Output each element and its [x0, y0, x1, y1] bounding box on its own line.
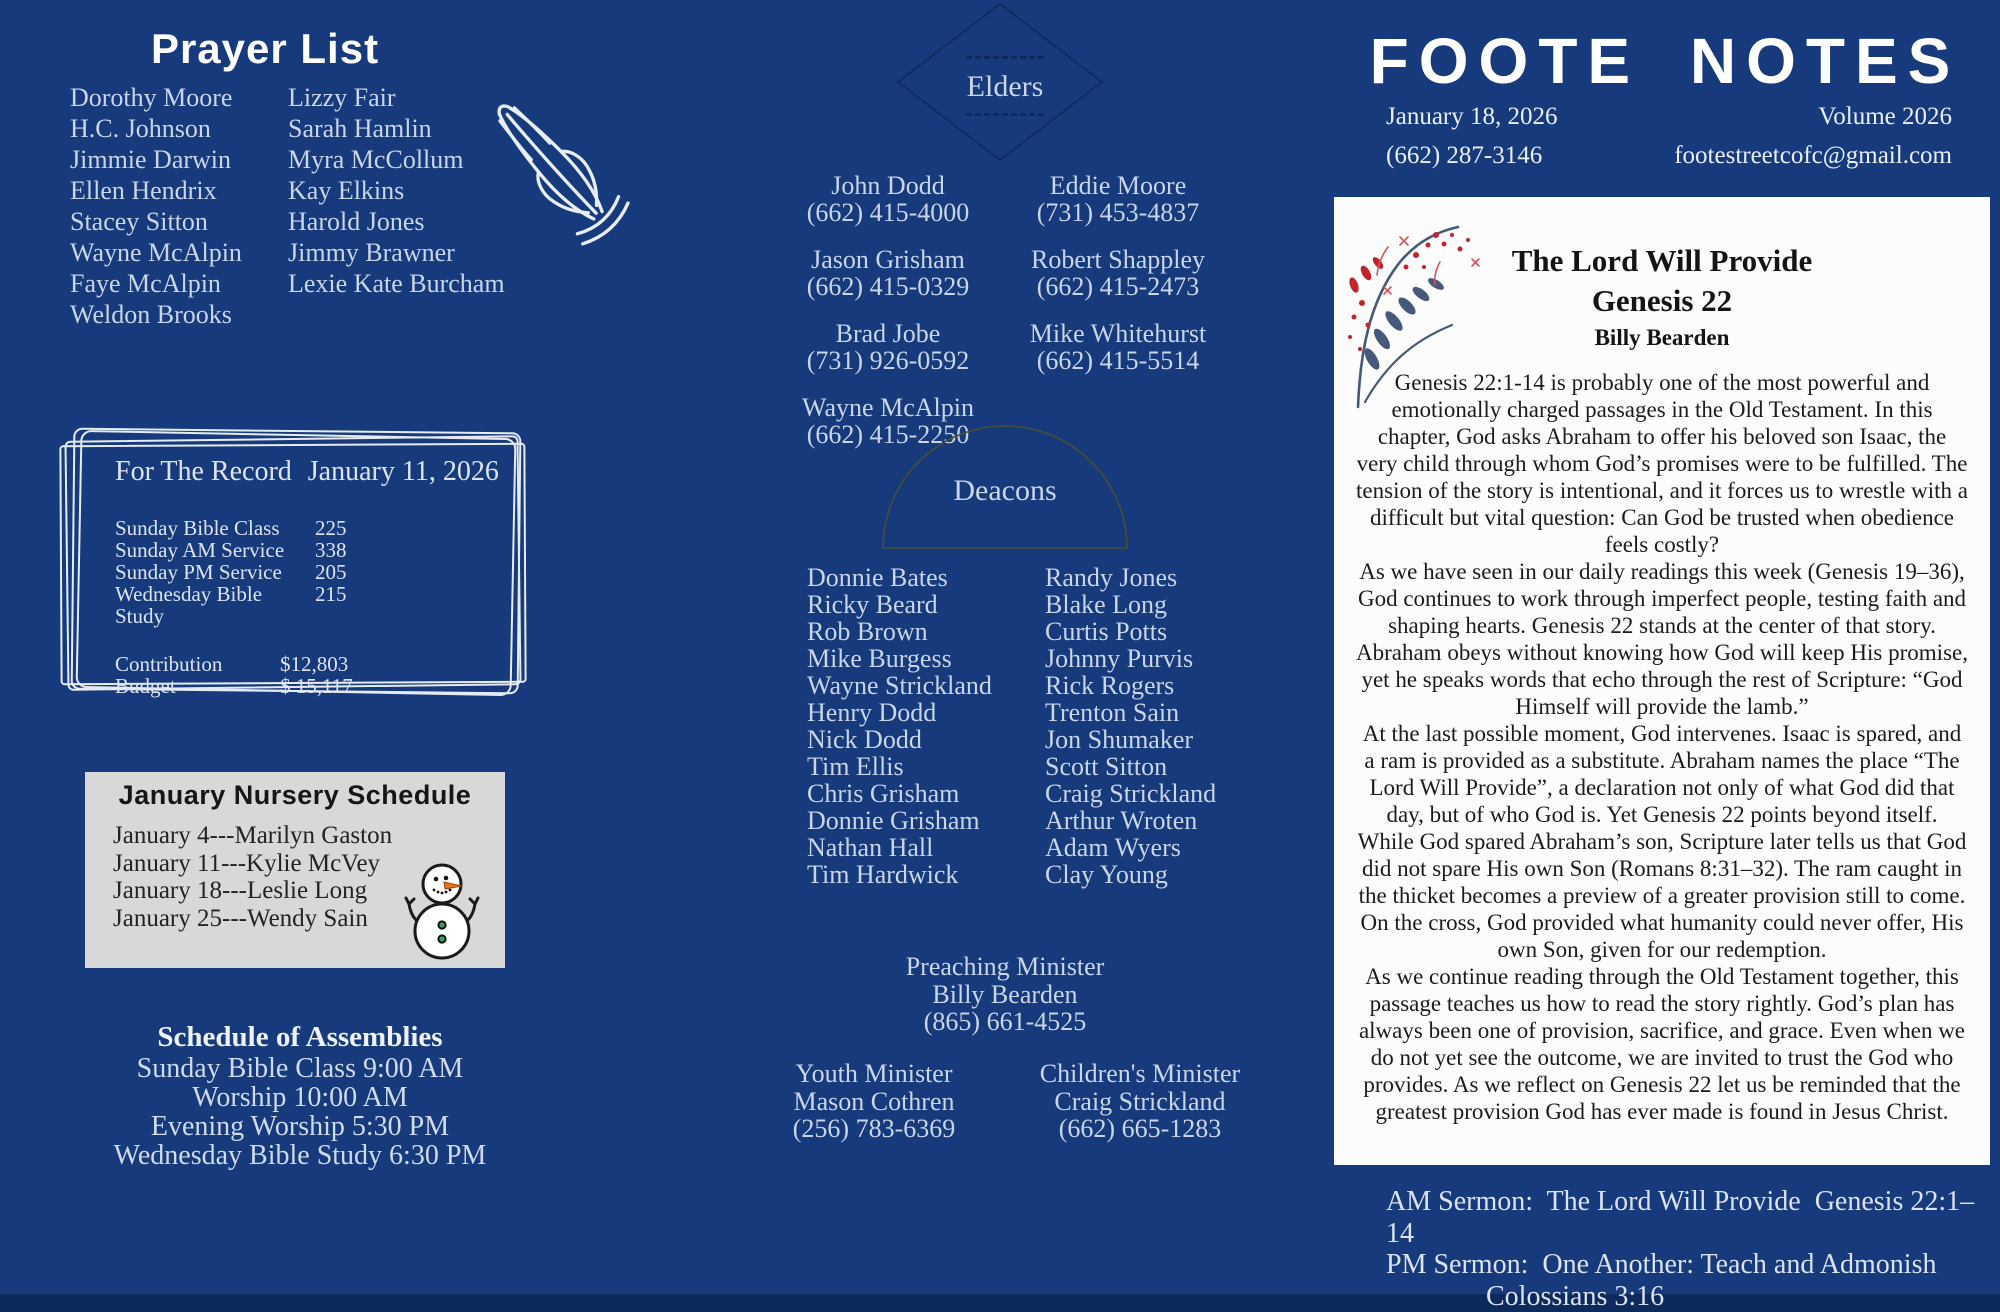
article-title-line1: The Lord Will Provide — [1334, 243, 1990, 279]
record-label: Wednesday Bible Study — [115, 583, 315, 627]
article-panel — [1334, 197, 1990, 1165]
deacons-column-2 — [1045, 564, 1285, 888]
elders-title: Elders — [905, 70, 1105, 104]
deacon-name: Chris Grisham — [807, 780, 1047, 807]
record-title — [115, 457, 499, 487]
pm-sermon-reference: Colossians 3:16 — [1386, 1281, 1990, 1312]
record-label: Budget — [115, 675, 280, 697]
deacon-name: Donnie Bates — [807, 564, 1047, 591]
deacon-name: Johnny Purvis — [1045, 645, 1285, 672]
dash-divider-icon — [966, 56, 1044, 59]
elder-entry — [1008, 172, 1228, 226]
deacons-column-1 — [807, 564, 1047, 888]
deacon-name: Adam Wyers — [1045, 834, 1285, 861]
deacon-name: Rick Rogers — [1045, 672, 1285, 699]
prayer-name: Lizzy Fair — [288, 82, 518, 113]
prayer-name: Kay Elkins — [288, 175, 518, 206]
record-row — [115, 653, 353, 675]
minister-phone: (256) 783-6369 — [724, 1115, 1024, 1143]
record-title-text: For The Record — [115, 457, 292, 487]
am-sermon: AM Sermon: The Lord Will Provide Genesis 22:1–14 — [1386, 1186, 1990, 1249]
prayer-name: Jimmy Brawner — [288, 237, 518, 268]
minister-title: Preaching Minister — [855, 953, 1155, 981]
record-row — [115, 675, 353, 697]
record-row — [115, 583, 353, 627]
article-paragraph: As we continue reading through the Old Testament together, this passage teaches us how to read the story rightly. God’s plan has always been one of provision, sacrifice, and grace. Even when we do not yet see the outcome, we are invited to trust the God who provides. As we reflect on Genesis 22 let us be reminded that the greatest provision God has ever made is found in Jesus Christ. — [1356, 963, 1968, 1125]
elder-entry — [1008, 246, 1228, 300]
schedule-of-assemblies — [85, 1020, 515, 1170]
deacon-name: Nathan Hall — [807, 834, 1047, 861]
deacon-name: Nick Dodd — [807, 726, 1047, 753]
record-date: January 11, 2026 — [308, 457, 499, 487]
assembly-row: Evening Worship 5:30 PM — [85, 1112, 515, 1141]
nursery-row: January 11---Kylie McVey — [113, 850, 392, 878]
article-author: Billy Bearden — [1334, 325, 1990, 351]
record-label: Contribution — [115, 653, 280, 675]
record-label: Sunday PM Service — [115, 561, 315, 583]
nursery-row: January 4---Marilyn Gaston — [113, 822, 392, 850]
prayer-name: Dorothy Moore — [70, 82, 290, 113]
article-title-line2: Genesis 22 — [1334, 283, 1990, 319]
elders-column-2 — [1008, 172, 1228, 394]
prayer-name: Lexie Kate Burcham — [288, 268, 518, 299]
prayer-list-column-1 — [70, 82, 290, 330]
pm-sermon: PM Sermon: One Another: Teach and Admonish — [1386, 1249, 1990, 1281]
elder-name: Eddie Moore — [1008, 172, 1228, 199]
deacon-name: Henry Dodd — [807, 699, 1047, 726]
record-totals — [115, 653, 353, 697]
deacon-name: Jon Shumaker — [1045, 726, 1285, 753]
elder-entry — [778, 246, 998, 300]
masthead-contact-row — [1386, 143, 1952, 169]
record-rows — [115, 517, 353, 697]
masthead-date: January 18, 2026 — [1386, 104, 1558, 130]
elder-name: Brad Jobe — [778, 320, 998, 347]
prayer-name: Weldon Brooks — [70, 299, 290, 330]
elder-entry — [778, 320, 998, 374]
elder-phone: (662) 415-2473 — [1008, 273, 1228, 300]
preaching-minister-block — [855, 953, 1155, 1036]
deacon-name: Blake Long — [1045, 591, 1285, 618]
elder-name: Jason Grisham — [778, 246, 998, 273]
minister-title: Children's Minister — [990, 1060, 1290, 1088]
prayer-name: Stacey Sitton — [70, 206, 290, 237]
article-header — [1334, 243, 1990, 351]
assemblies-title: Schedule of Assemblies — [85, 1020, 515, 1054]
nursery-list — [113, 822, 392, 932]
nursery-row: January 18---Leslie Long — [113, 877, 392, 905]
article-paragraph: Genesis 22:1-14 is probably one of the most powerful and emotionally charged passages in the Old Testament. In this chapter, God asks Abraham to offer his beloved son Isaac, the very child through whom God’s promises were to be fulfilled. The tension of the story is intentional, and it forces us to wrestle with a difficult but vital question: Can God be trusted when obedience feels costly? — [1356, 369, 1968, 558]
deacon-name: Arthur Wroten — [1045, 807, 1285, 834]
assemblies-list — [85, 1054, 515, 1170]
elder-name: John Dodd — [778, 172, 998, 199]
minister-title: Youth Minister — [724, 1060, 1024, 1088]
deacons-title: Deacons — [905, 475, 1105, 507]
minister-phone: (865) 661-4525 — [855, 1008, 1155, 1036]
deacon-name: Randy Jones — [1045, 564, 1285, 591]
prayer-name: Myra McCollum — [288, 144, 518, 175]
record-label: Sunday Bible Class — [115, 517, 315, 539]
article-body — [1356, 369, 1968, 1125]
record-value: 225 — [315, 517, 347, 539]
prayer-name: Jimmie Darwin — [70, 144, 290, 175]
assembly-row: Worship 10:00 AM — [85, 1083, 515, 1112]
deacon-name: Clay Young — [1045, 861, 1285, 888]
minister-name: Billy Bearden — [855, 981, 1155, 1009]
record-row — [115, 517, 353, 539]
deacon-name: Scott Sitton — [1045, 753, 1285, 780]
elder-name: Mike Whitehurst — [1008, 320, 1228, 347]
youth-minister-block — [724, 1060, 1024, 1143]
prayer-name: Ellen Hendrix — [70, 175, 290, 206]
article-paragraph: As we have seen in our daily readings this week (Genesis 19–36), God continues to work through imperfect people, testing faith and shaping hearts. Genesis 22 stands at the center of that story. Abraham obeys without knowing how God will keep His promise, yet he speaks words that echo through the rest of Scripture: “God Himself will provide the lamb.” — [1356, 558, 1968, 720]
snowman-icon — [405, 858, 479, 962]
deacon-name: Craig Strickland — [1045, 780, 1285, 807]
masthead-phone: (662) 287-3146 — [1386, 143, 1542, 169]
dash-divider-icon — [966, 113, 1044, 116]
minister-phone: (662) 665-1283 — [990, 1115, 1290, 1143]
elder-phone: (662) 415-5514 — [1008, 347, 1228, 374]
childrens-minister-block — [990, 1060, 1290, 1143]
record-value: $ 15,117 — [280, 675, 353, 697]
minister-name: Craig Strickland — [990, 1088, 1290, 1116]
nursery-schedule-box — [85, 772, 505, 968]
praying-hands-icon — [466, 80, 641, 260]
record-value: 338 — [315, 539, 347, 561]
record-value: 215 — [315, 583, 347, 627]
deacon-name: Wayne Strickland — [807, 672, 1047, 699]
assembly-row: Wednesday Bible Study 6:30 PM — [85, 1141, 515, 1170]
deacon-name: Curtis Potts — [1045, 618, 1285, 645]
record-label: Sunday AM Service — [115, 539, 315, 561]
prayer-name: H.C. Johnson — [70, 113, 290, 144]
elder-phone: (662) 415-4000 — [778, 199, 998, 226]
deacon-name: Trenton Sain — [1045, 699, 1285, 726]
deacon-name: Tim Ellis — [807, 753, 1047, 780]
masthead-email: footestreetcofc@gmail.com — [1674, 143, 1952, 169]
deacon-name: Mike Burgess — [807, 645, 1047, 672]
elder-name: Robert Shappley — [1008, 246, 1228, 273]
elder-phone: (731) 926-0592 — [778, 347, 998, 374]
elder-phone: (662) 415-0329 — [778, 273, 998, 300]
sermon-list — [1386, 1186, 1990, 1312]
elder-entry — [778, 172, 998, 226]
nursery-title: January Nursery Schedule — [85, 780, 505, 811]
article-paragraph: At the last possible moment, God intervenes. Isaac is spared, and a ram is provided as a substitute. Abraham names the place “The Lord Will Provide”, a declaration not only of what God did that day, but of who God is. Yet Genesis 22 points beyond itself. While God spared Abraham’s son, Scripture later tells us that God did not spare His own Son (Romans 8:31–32). The ram caught in the thicket becomes a preview of a greater provision still to come. On the cross, God provided what humanity could never offer, His own Son, given for our redemption. — [1356, 720, 1968, 963]
assembly-row: Sunday Bible Class 9:00 AM — [85, 1054, 515, 1083]
prayer-name: Sarah Hamlin — [288, 113, 518, 144]
prayer-name: Wayne McAlpin — [70, 237, 290, 268]
record-value: $12,803 — [280, 653, 348, 675]
elder-phone: (731) 453-4837 — [1008, 199, 1228, 226]
masthead-volume: Volume 2026 — [1818, 104, 1952, 130]
prayer-list-title: Prayer List — [115, 25, 415, 73]
masthead-title: FOOTE NOTES — [1340, 28, 1990, 94]
for-the-record-box — [57, 423, 531, 705]
deacon-name: Rob Brown — [807, 618, 1047, 645]
record-value: 205 — [315, 561, 347, 583]
elder-phone: (662) 415-2250 — [778, 421, 998, 448]
nursery-row: January 25---Wendy Sain — [113, 905, 392, 933]
prayer-name: Harold Jones — [288, 206, 518, 237]
masthead-date-row — [1386, 104, 1952, 130]
elder-entry — [1008, 320, 1228, 374]
deacon-name: Ricky Beard — [807, 591, 1047, 618]
prayer-name: Faye McAlpin — [70, 268, 290, 299]
elder-name: Wayne McAlpin — [778, 394, 998, 421]
deacon-name: Tim Hardwick — [807, 861, 1047, 888]
minister-name: Mason Cothren — [724, 1088, 1024, 1116]
record-row — [115, 561, 353, 583]
record-row — [115, 539, 353, 561]
deacon-name: Donnie Grisham — [807, 807, 1047, 834]
